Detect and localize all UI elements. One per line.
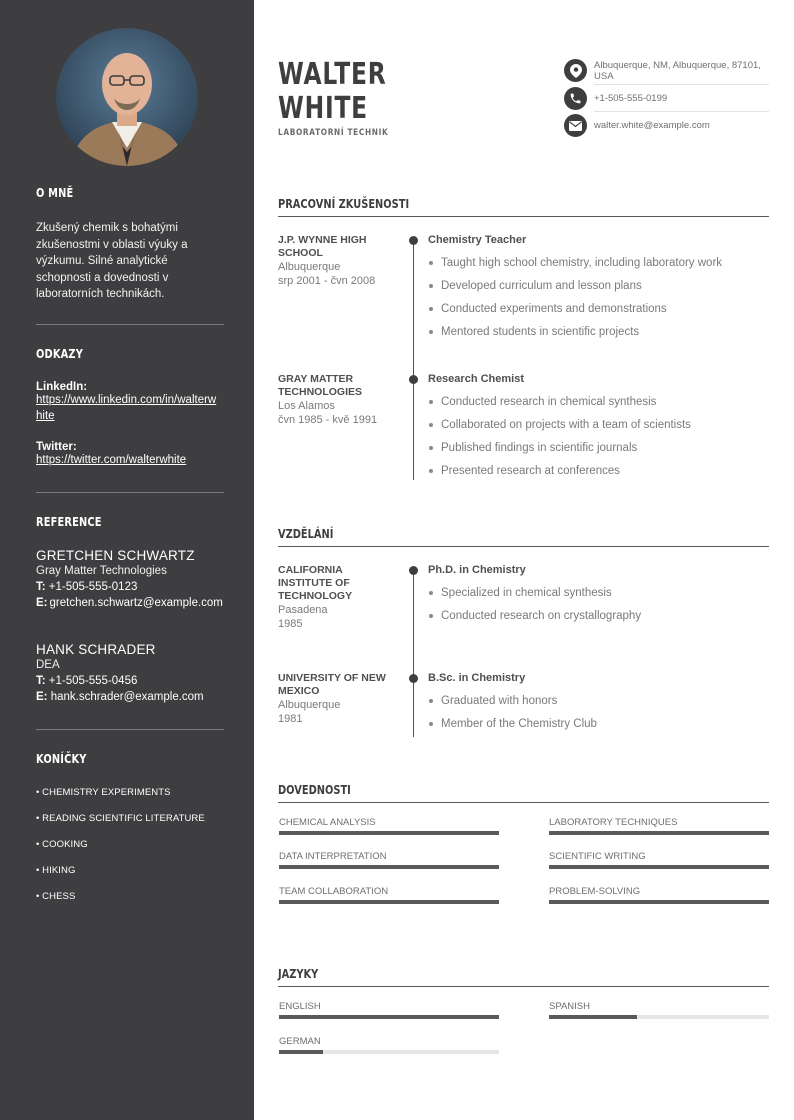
education-detail <box>428 564 768 632</box>
language-item <box>279 1001 499 1019</box>
experience-detail <box>428 373 768 487</box>
organization: UNIVERSITY OF NEW MEXICO <box>278 672 386 697</box>
skill-name: LABORATORY TECHNIQUES <box>549 817 678 828</box>
reference-email: E: gretchen.schwartz@example.com <box>36 596 223 609</box>
location: Los Alamos <box>278 400 335 412</box>
languages-heading: JAZYKY <box>278 967 319 981</box>
hobby-item: • CHESS <box>36 891 76 902</box>
dates: čvn 1985 - kvě 1991 <box>278 414 378 426</box>
skill-name: SCIENTIFIC WRITING <box>549 851 646 862</box>
location-pin-icon <box>564 59 587 82</box>
list-item: Presented research at conferences <box>428 464 768 487</box>
role-title: Research Chemist <box>428 373 524 385</box>
linkedin-link[interactable]: https://www.linkedin.com/in/walterwhite <box>36 394 217 422</box>
skill-bar <box>279 900 499 904</box>
language-bar <box>279 1015 499 1019</box>
sidebar-divider <box>36 324 224 325</box>
address-text: Albuquerque, NM, Albuquerque, 87101, USA <box>594 59 761 82</box>
reference-name: HANK SCHRADER <box>36 642 156 657</box>
profile-photo <box>56 28 198 166</box>
candidate-name: WALTER WHITE <box>278 57 387 126</box>
skill-item <box>549 886 769 904</box>
job-title: LABORATORNÍ TECHNIK <box>278 128 389 138</box>
sidebar <box>0 0 254 1120</box>
skill-fill <box>549 831 769 835</box>
skill-bar <box>279 865 499 869</box>
language-fill <box>549 1015 637 1019</box>
hobby-item: • CHEMISTRY EXPERIMENTS <box>36 787 171 798</box>
contact-divider <box>594 111 769 112</box>
skill-fill <box>279 900 499 904</box>
about-heading: O MNĚ <box>36 186 74 200</box>
skill-bar <box>549 900 769 904</box>
location: Albuquerque <box>278 261 341 273</box>
reference-name: GRETCHEN SCHWARTZ <box>36 548 195 563</box>
links-heading: ODKAZY <box>36 347 84 361</box>
skill-fill <box>279 865 499 869</box>
list-item: Conducted experiments and demonstrations <box>428 302 768 325</box>
bullet-list <box>428 586 768 632</box>
education-detail <box>428 672 768 740</box>
timeline-line <box>413 240 414 480</box>
contact-address <box>564 59 769 82</box>
experience-meta <box>278 373 398 427</box>
language-name: ENGLISH <box>279 1001 321 1012</box>
skill-item <box>549 851 769 869</box>
twitter-link[interactable]: https://twitter.com/walterwhite <box>36 454 187 466</box>
skill-fill <box>279 831 499 835</box>
list-item: Conducted research on crystallography <box>428 609 768 632</box>
skill-bar <box>549 831 769 835</box>
list-item: Specialized in chemical synthesis <box>428 586 768 609</box>
skill-name: PROBLEM-SOLVING <box>549 886 641 897</box>
phone-text: +1-505-555-0199 <box>594 93 668 104</box>
language-item <box>279 1036 499 1054</box>
language-name: GERMAN <box>279 1036 321 1047</box>
reference-phone: T: +1-505-555-0456 <box>36 675 138 687</box>
education-meta <box>278 672 398 726</box>
degree-title: B.Sc. in Chemistry <box>428 672 526 684</box>
list-item: Mentored students in scientific projects <box>428 325 768 348</box>
link-label: LinkedIn: <box>36 381 88 393</box>
experience-heading: PRACOVNÍ ZKUŠENOSTI <box>278 197 410 211</box>
skill-item <box>279 817 499 835</box>
timeline-dot <box>409 375 418 384</box>
dates: 1985 <box>278 618 303 630</box>
reference-phone: T: +1-505-555-0123 <box>36 581 138 593</box>
list-item: Graduated with honors <box>428 694 768 717</box>
contact-email <box>564 114 769 137</box>
skill-item <box>279 851 499 869</box>
reference-item <box>36 548 224 611</box>
references-heading: REFERENCE <box>36 515 102 529</box>
contact-divider <box>594 84 769 85</box>
timeline-dot <box>409 236 418 245</box>
phone-icon <box>564 87 587 110</box>
reference-email: E: hank.schrader@example.com <box>36 690 204 703</box>
location: Pasadena <box>278 604 328 616</box>
language-fill <box>279 1050 323 1054</box>
language-name: SPANISH <box>549 1001 591 1012</box>
bullet-list <box>428 395 768 487</box>
experience-meta <box>278 234 398 288</box>
skill-fill <box>549 900 769 904</box>
list-item: Member of the Chemistry Club <box>428 717 768 740</box>
experience-detail <box>428 234 768 348</box>
list-item: Conducted research in chemical synthesis <box>428 395 768 418</box>
link-label: Twitter: <box>36 441 77 453</box>
dates: srp 2001 - čvn 2008 <box>278 275 376 287</box>
section-divider <box>278 802 769 803</box>
list-item: Published findings in scientific journals <box>428 441 768 464</box>
section-divider <box>278 546 769 547</box>
skill-item <box>279 886 499 904</box>
email-text: walter.white@example.com <box>594 120 710 131</box>
hobbies-heading: KONÍČKY <box>36 752 87 766</box>
skill-name: DATA INTERPRETATION <box>279 851 387 862</box>
language-bar <box>549 1015 769 1019</box>
contact-phone <box>564 87 769 110</box>
timeline-dot <box>409 674 418 683</box>
education-meta <box>278 564 398 631</box>
timeline-dot <box>409 566 418 575</box>
degree-title: Ph.D. in Chemistry <box>428 564 526 576</box>
organization: J.P. WYNNE HIGH SCHOOL <box>278 234 367 259</box>
language-bar <box>279 1050 499 1054</box>
location: Albuquerque <box>278 699 341 711</box>
language-fill <box>279 1015 499 1019</box>
link-twitter <box>36 441 220 469</box>
organization: CALIFORNIA INSTITUTE OF TECHNOLOGY <box>278 564 353 602</box>
reference-company: Gray Matter Technologies <box>36 565 167 577</box>
envelope-icon <box>564 114 587 137</box>
hobby-item: • COOKING <box>36 839 88 850</box>
skill-name: CHEMICAL ANALYSIS <box>279 817 376 828</box>
hobby-item: • READING SCIENTIFIC LITERATURE <box>36 813 205 824</box>
hobby-item: • HIKING <box>36 865 76 876</box>
bullet-list <box>428 694 768 740</box>
skill-bar <box>279 831 499 835</box>
reference-company: DEA <box>36 659 60 671</box>
section-divider <box>278 216 769 217</box>
role-title: Chemistry Teacher <box>428 234 527 246</box>
language-item <box>549 1001 769 1019</box>
education-heading: VZDĚLÁNÍ <box>278 527 334 541</box>
sidebar-divider <box>36 729 224 730</box>
list-item: Developed curriculum and lesson plans <box>428 279 768 302</box>
sidebar-divider <box>36 492 224 493</box>
skill-bar <box>549 865 769 869</box>
section-divider <box>278 986 769 987</box>
skill-name: TEAM COLLABORATION <box>279 886 389 897</box>
timeline-line <box>413 570 414 737</box>
list-item: Collaborated on projects with a team of scientists <box>428 418 768 441</box>
about-text: Zkušený chemik s bohatými zkušenostmi v oblasti výuky a výzkumu. Silné analytické schopnosti a dovednosti v laboratorních technikách. <box>36 222 188 300</box>
skill-item <box>549 817 769 835</box>
list-item: Taught high school chemistry, including laboratory work <box>428 256 768 279</box>
reference-item <box>36 642 224 705</box>
bullet-list <box>428 256 768 348</box>
skill-fill <box>549 865 769 869</box>
dates: 1981 <box>278 713 303 725</box>
link-linkedin <box>36 381 220 424</box>
organization: GRAY MATTER TECHNOLOGIES <box>278 373 363 398</box>
skills-heading: DOVEDNOSTI <box>278 783 351 797</box>
